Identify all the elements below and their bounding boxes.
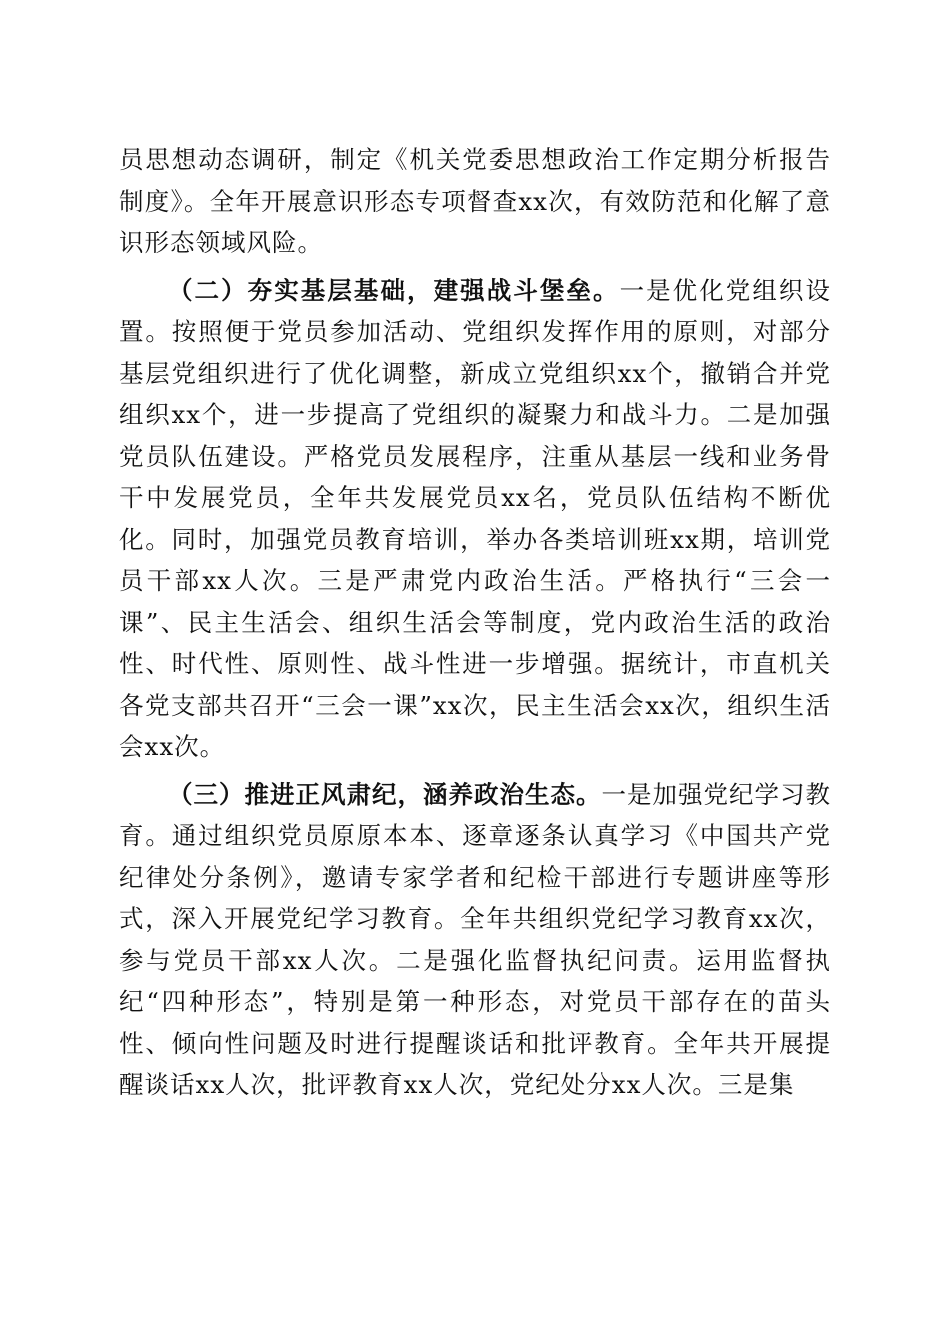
section-heading: （三）推进正风肃纪，涵养政治生态。 <box>168 779 602 809</box>
document-body <box>119 139 831 1106</box>
paragraph-section-3 <box>119 774 831 1106</box>
paragraph-body: 一是优化党组织设置。按照便于党员参加活动、党组织发挥作用的原则，对部分基层党组织进行了优化调整，新成立党组织xx个，撤销合并党组织xx个，进一步提高了党组织的凝聚力和战斗力。二是加强党员队伍建设。严格党员发展程序，注重从基层一线和业务骨干中发展党员，全年共发展党员xx名，党员队伍结构不断优化。同时，加强党员教育培训，举办各类培训班xx期，培训党员干部xx人次。三是严肃党内政治生活。严格执行“三会一课”、民主生活会、组织生活会等制度，党内政治生活的政治性、时代性、原则性、战斗性进一步增强。据统计，市直机关各党支部共召开“三会一课”xx次，民主生活会xx次，组织生活会xx次。 <box>119 275 831 761</box>
paragraph-body: 一是加强党纪学习教育。通过组织党员原原本本、逐章逐条认真学习《中国共产党纪律处分条例》，邀请专家学者和纪检干部进行专题讲座等形式，深入开展党纪学习教育。全年共组织党纪学习教育xx次，参与党员干部xx人次。二是强化监督执纪问责。运用监督执纪“四种形态”，特别是第一种形态，对党员干部存在的苗头性、倾向性问题及时进行提醒谈话和批评教育。全年共开展提醒谈话xx人次，批评教育xx人次，党纪处分xx人次。三是集 <box>119 779 831 1099</box>
paragraph-section-2 <box>119 270 831 768</box>
paragraph-body: 员思想动态调研，制定《机关党委思想政治工作定期分析报告制度》。全年开展意识形态专项督查xx次，有效防范和化解了意识形态领域风险。 <box>119 145 831 257</box>
section-heading: （二）夯实基层基础，建强战斗堡垒。 <box>168 275 620 305</box>
paragraph-continuation <box>119 139 831 264</box>
